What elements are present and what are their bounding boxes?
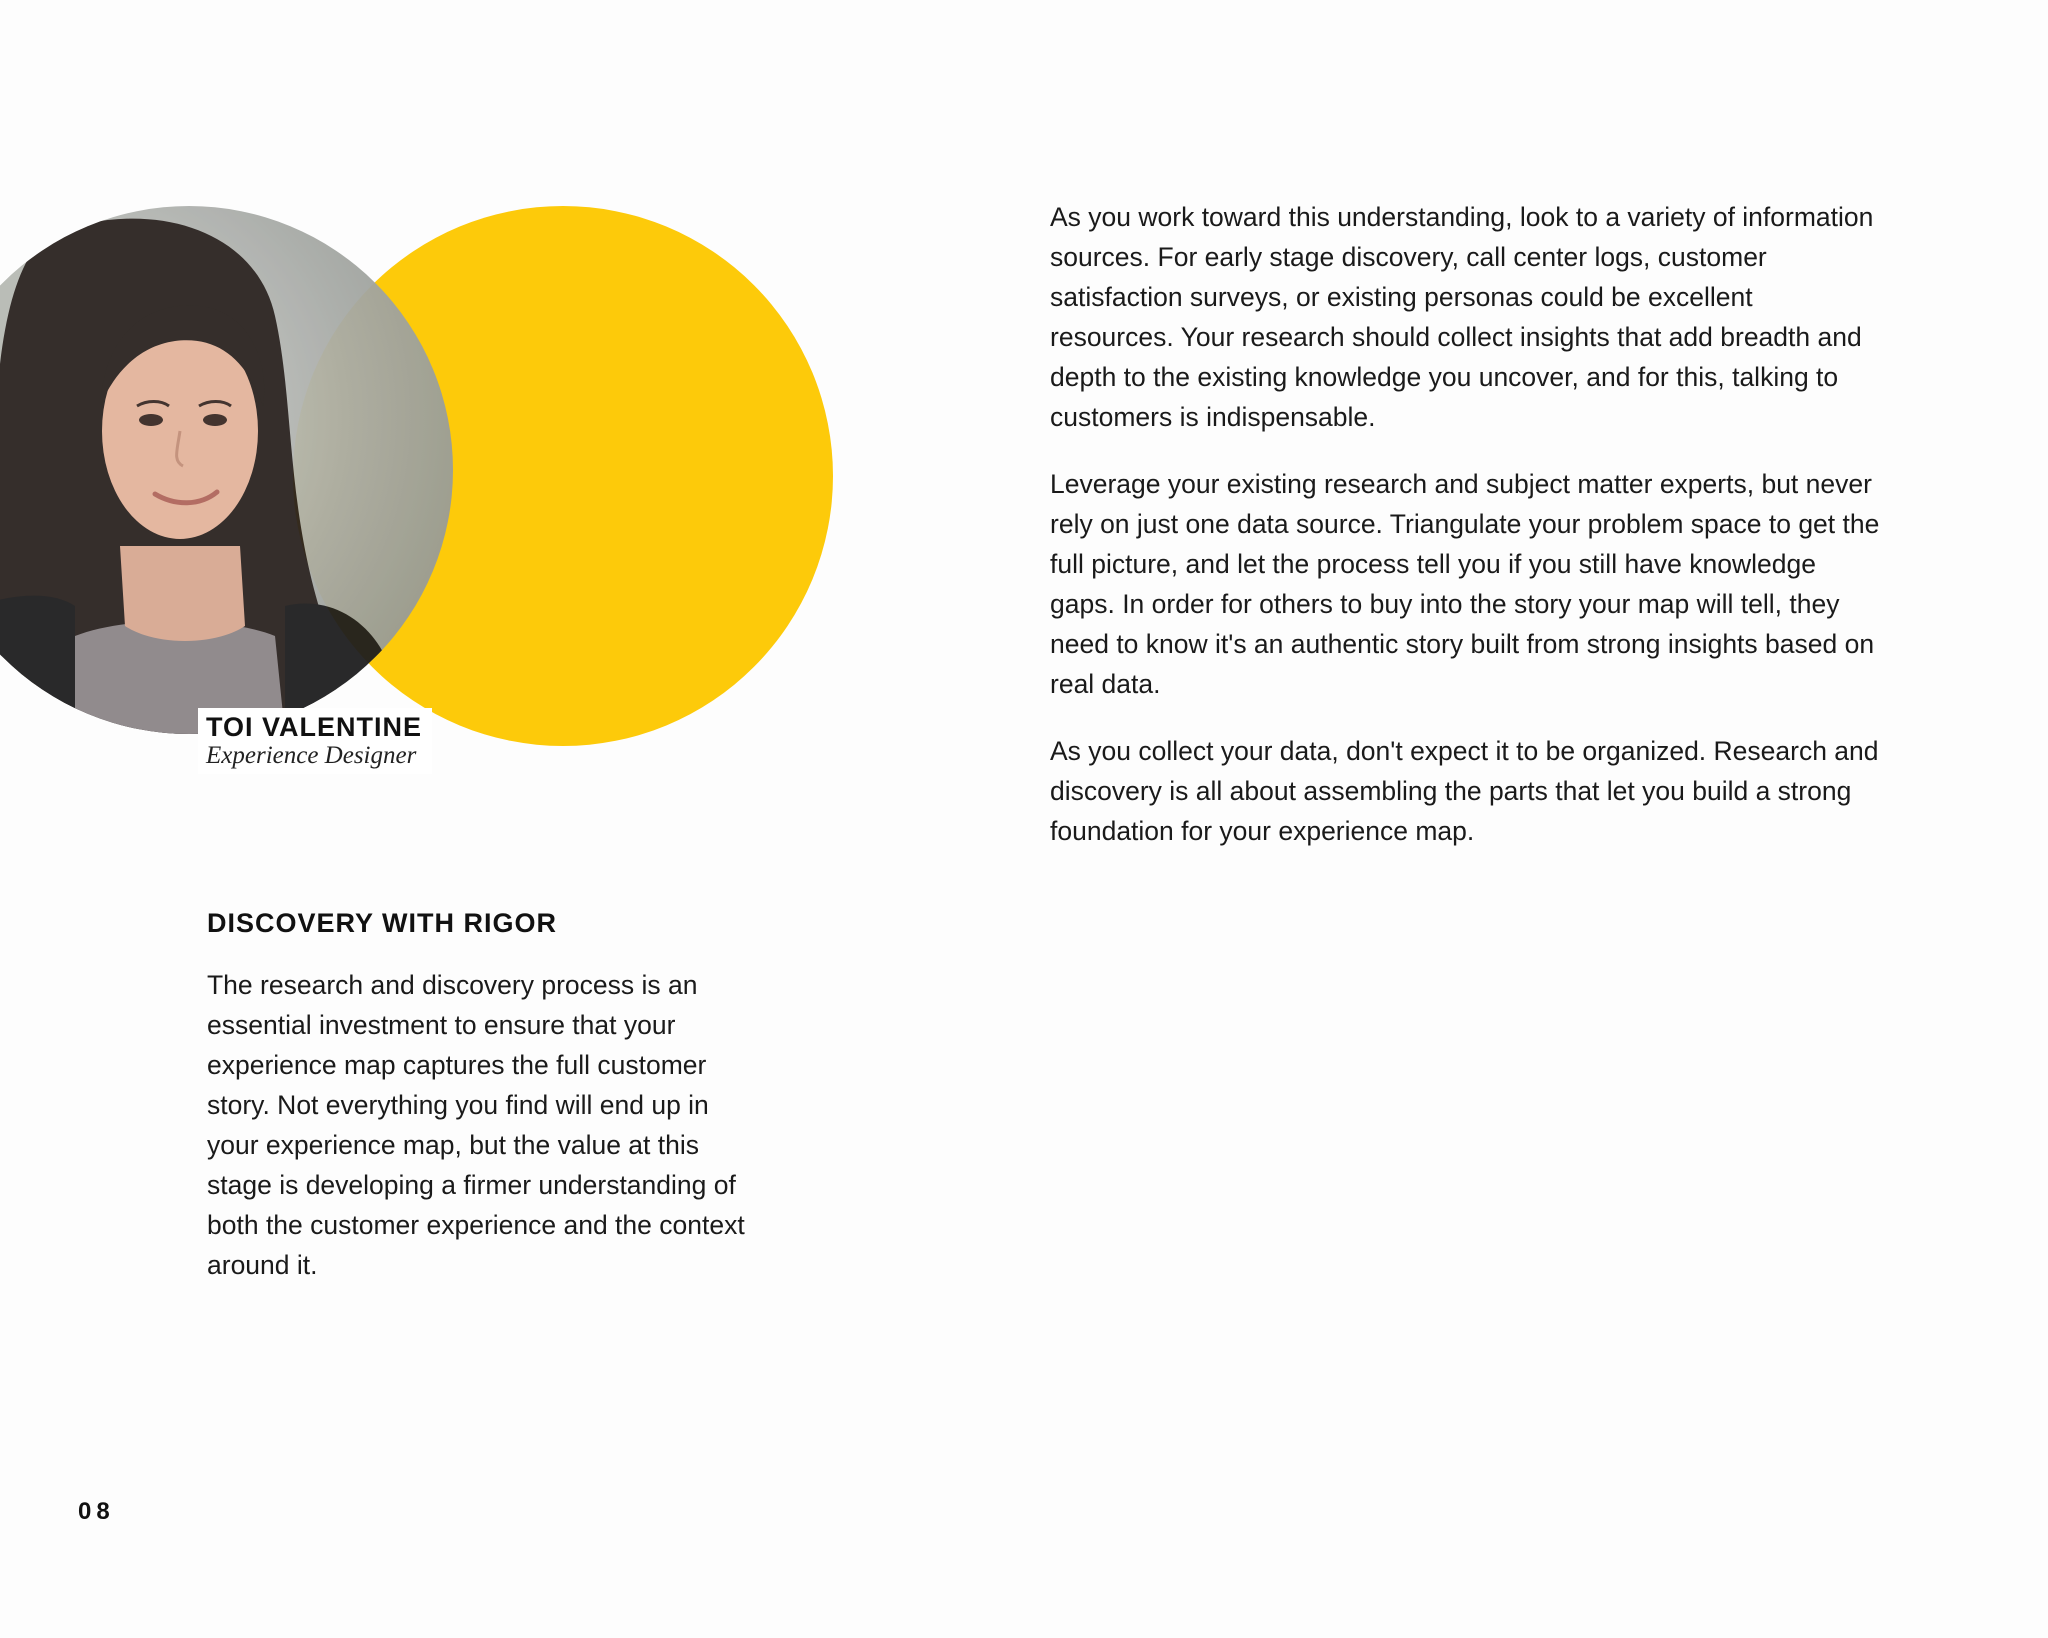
paragraph: Leverage your existing research and subject matter experts, but never rely on just one data source. Triangulate your problem space to get the full picture, and let the process tell you if you still have knowledge gaps. In order for others to buy into the story your map will tell, they need to know it's an authentic story built from strong insights based on real data. <box>1050 469 1880 699</box>
profile-role: Experience Designer <box>206 742 417 769</box>
portrait-illustration <box>0 206 453 734</box>
right-text-column <box>1050 197 1880 878</box>
paragraph: As you collect your data, don't expect it to be organized. Research and discovery is all about assembling the parts that let you build a strong foundation for your experience map. <box>1050 736 1879 846</box>
portrait-photo <box>0 206 453 734</box>
profile-name: TOI VALENTINE <box>206 712 423 742</box>
page-number: 08 <box>78 1498 115 1525</box>
profile-caption <box>198 708 432 774</box>
section-heading: DISCOVERY WITH RIGOR <box>207 908 558 938</box>
section-body: The research and discovery process is an essential investment to ensure that your experience map captures the full customer story. Not everything you find will end up in your experience map, but the value at this stage is developing a firmer understanding of both the customer experience and the context around it. <box>207 970 745 1280</box>
paragraph: As you work toward this understanding, look to a variety of information sources. For early stage discovery, call center logs, customer satisfaction surveys, or existing personas could be excellent resources. Your research should collect insights that add breadth and depth to the existing knowledge you uncover, and for this, talking to customers is indispensable. <box>1050 202 1874 432</box>
